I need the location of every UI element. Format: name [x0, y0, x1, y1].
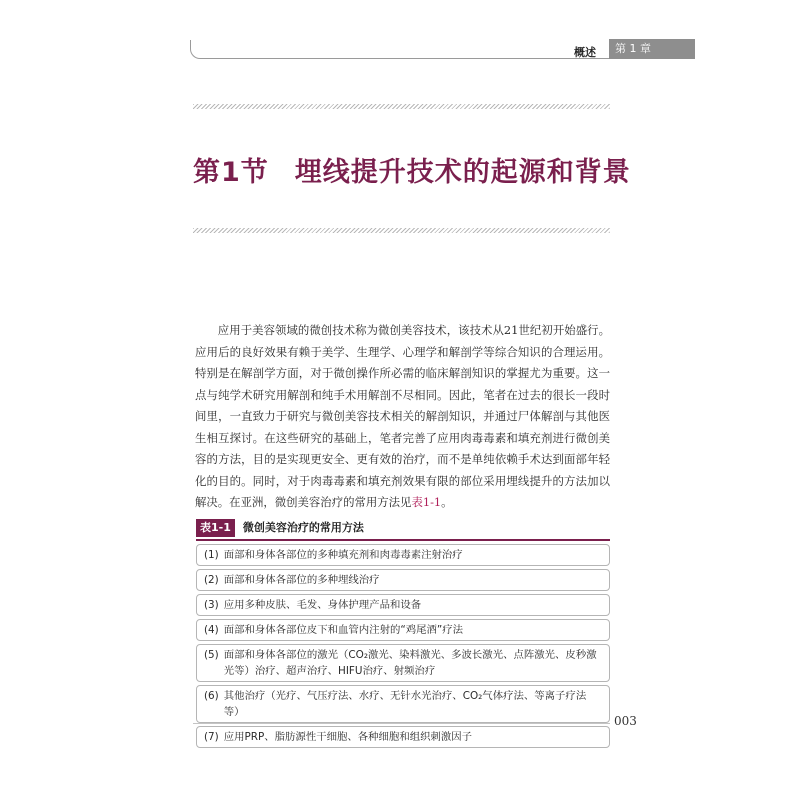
row-text: 面部和身体各部位皮下和血管内注射的“鸡尾酒”疗法	[223, 624, 464, 636]
table-tag: 表1-1	[196, 519, 235, 537]
row-number: (5)	[204, 649, 219, 661]
row-number: (2)	[204, 574, 219, 586]
header-chapter-badge: 第 1 章	[609, 39, 695, 59]
footer-rule	[193, 723, 610, 724]
section-number: 第1节	[193, 157, 269, 188]
header-section-label: 概述	[574, 46, 596, 59]
table-row	[196, 594, 610, 616]
table-title: 微创美容治疗的常用方法	[242, 521, 364, 534]
table-caption	[196, 519, 610, 537]
page-number: 003	[614, 714, 637, 728]
table-row	[196, 644, 610, 682]
row-number: (1)	[204, 549, 219, 561]
body-text-end: 。	[441, 495, 453, 509]
row-text: 面部和身体各部位的多种填充剂和肉毒毒素注射治疗	[223, 549, 463, 561]
table-rows	[196, 544, 610, 751]
table-row	[196, 685, 610, 723]
table-caption-rule	[196, 539, 610, 541]
title-hatch-top	[193, 104, 610, 109]
row-number: (3)	[204, 599, 219, 611]
row-number: (4)	[204, 624, 219, 636]
row-text: 应用多种皮肤、毛发、身体护理产品和设备	[223, 599, 422, 611]
row-text: 其他治疗（光疗、气压疗法、水疗、无针水光治疗、CO₂气体疗法、等离子疗法等）	[223, 690, 587, 718]
row-text: 应用PRP、脂肪源性干细胞、各种细胞和组织刺激因子	[223, 731, 473, 743]
row-text: 面部和身体各部位的激光（CO₂激光、染料激光、多波长激光、点阵激光、皮秒激光等）治疗、超声治疗、HIFU治疗、射频治疗	[223, 649, 597, 677]
row-number: (7)	[204, 731, 219, 743]
header-curve-rule	[190, 40, 611, 59]
table-row	[196, 544, 610, 566]
row-text: 面部和身体各部位的多种埋线治疗	[223, 574, 380, 586]
table-row	[196, 619, 610, 641]
table-row	[196, 726, 610, 748]
row-number: (6)	[204, 690, 219, 702]
body-paragraph	[195, 320, 610, 514]
section-title	[193, 150, 631, 189]
body-text: 应用于美容领域的微创技术称为微创美容技术，该技术从21世纪初开始盛行。应用后的良好效果有赖于美学、生理学、心理学和解剖学等综合知识的合理运用。特别是在解剖学方面，对于微创操作所必需的临床解剖知识的掌握尤为重要。这一点与纯学术研究用解剖和纯手术用解剖不尽相同。因此，笔者在过去的很长一段时间里，一直致力于研究与微创美容技术相关的解剖知识，并通过尸体解剖与其他医生相互探讨。在这些研究的基础上，笔者完善了应用肉毒毒素和填充剂进行微创美容的方法，目的是实现更安全、更有效的治疗，而不是单纯依赖手术达到面部年轻化的目的。同时，对于肉毒毒素和填充剂效果有限的部位采用埋线提升的方法加以解决。在亚洲，微创美容治疗的常用方法见	[195, 323, 610, 509]
title-hatch-bottom	[193, 228, 610, 233]
table-row	[196, 569, 610, 591]
section-heading: 埋线提升技术的起源和背景	[294, 157, 631, 188]
table-reference-link[interactable]: 表1-1	[411, 495, 442, 509]
